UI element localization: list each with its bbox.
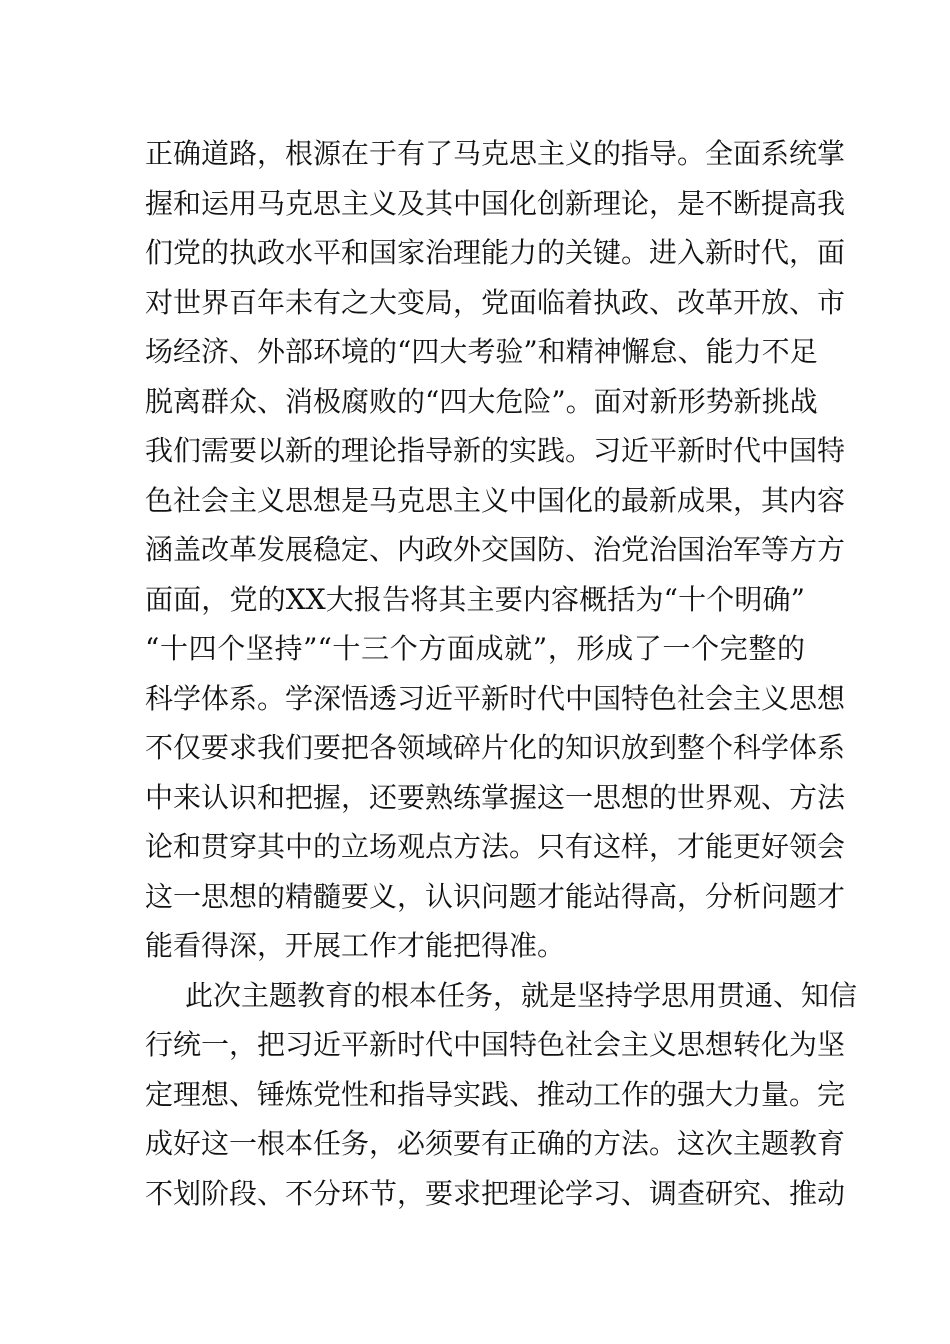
text-line: 涵盖改革发展稳定、内政外交国防、治党治国治军等方方 bbox=[145, 533, 846, 566]
text-line: 我们需要以新的理论指导新的实践。习近平新时代中国特 bbox=[145, 434, 846, 467]
text-line: 场经济、外部环境的“四大考验”和精神懈怠、能力不足 bbox=[145, 335, 818, 368]
text-line: 中来认识和把握，还要熟练掌握这一思想的世界观、方法 bbox=[145, 781, 846, 814]
text-line: 脱离群众、消极腐败的“四大危险”。面对新形势新挑战 bbox=[145, 385, 818, 418]
text-line: 色社会主义思想是马克思主义中国化的最新成果，其内容 bbox=[145, 484, 846, 517]
text-line: 能看得深，开展工作才能把得准。 bbox=[145, 929, 566, 962]
text-line: “十四个坚持”“十三个方面成就”，形成了一个完整的 bbox=[145, 632, 805, 665]
text-line: 这一思想的精髓要义，认识问题才能站得高，分析问题才 bbox=[145, 880, 846, 913]
text-line: 握和运用马克思主义及其中国化创新理论，是不断提高我 bbox=[145, 187, 846, 220]
text-line: 论和贯穿其中的立场观点方法。只有这样，才能更好领会 bbox=[145, 830, 846, 863]
text-line: 行统一，把习近平新时代中国特色社会主义思想转化为坚 bbox=[145, 1028, 846, 1061]
text-line: 面面，党的XX大报告将其主要内容概括为“十个明确” bbox=[145, 583, 805, 616]
text-line: 对世界百年未有之大变局，党面临着执政、改革开放、市 bbox=[145, 286, 846, 319]
paragraph-first-line: 此次主题教育的根本任务，就是坚持学思用贯通、知信 bbox=[185, 979, 858, 1012]
text-line: 不划阶段、不分环节，要求把理论学习、调查研究、推动 bbox=[145, 1177, 846, 1210]
text-line: 们党的执政水平和国家治理能力的关键。进入新时代，面 bbox=[145, 236, 846, 269]
text-line: 成好这一根本任务，必须要有正确的方法。这次主题教育 bbox=[145, 1127, 846, 1160]
text-line: 定理想、锤炼党性和指导实践、推动工作的强大力量。完 bbox=[145, 1078, 846, 1111]
text-line: 不仅要求我们要把各领域碎片化的知识放到整个科学体系 bbox=[145, 731, 846, 764]
text-line: 科学体系。学深悟透习近平新时代中国特色社会主义思想 bbox=[145, 682, 846, 715]
text-line: 正确道路，根源在于有了马克思主义的指导。全面系统掌 bbox=[145, 137, 846, 170]
